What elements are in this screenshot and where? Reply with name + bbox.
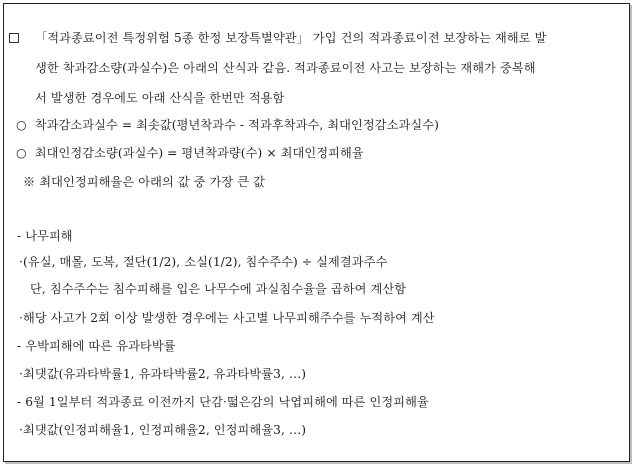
leaf-damage-heading: - 6월 1일부터 적과종료 이전까지 단감·떫은감의 낙엽피해에 따른 인정피해율 xyxy=(17,395,429,409)
tree-damage-heading: - 나무피해 xyxy=(17,229,73,243)
formula-max-reduction xyxy=(16,145,364,161)
intro-line-3: 서 발생한 경우에도 아래 산식을 한번만 적용함 xyxy=(35,91,285,105)
circle-bullet-icon: ○ xyxy=(16,118,27,132)
intro-line-2: 생한 착과감소량(과실수)은 아래의 산식과 같음. 적과종료이전 사고는 보장하는 재해가 중복해 xyxy=(35,61,536,75)
tree-damage-formula: ·(유실, 매몰, 도복, 절단(1/2), 소실(1/2), 침수주수) ÷ 실제결과주수 xyxy=(19,255,388,269)
hail-damage-formula: ·최댓값(유과타박률1, 유과타박률2, 유과타박률3, …) xyxy=(19,367,307,381)
note-max-damage-rate: ※ 최대인정피해율은 아래의 값 중 가장 큰 값 xyxy=(23,175,265,189)
formula-text: 최대인정감소량(과실수) = 평년착과량(수) × 최대인정피해율 xyxy=(34,146,364,160)
tree-damage-repeat-rule: ·해당 사고가 2회 이상 발생한 경우에는 사고별 나무피해주수를 누적하여 계산 xyxy=(19,311,435,325)
formula-text: 착과감소과실수 = 최솟값(평년착과수 - 적과후착과수, 최대인정감소과실수) xyxy=(34,118,440,132)
leaf-damage-formula: ·최댓값(인정피해율1, 인정피해율2, 인정피해율3, …) xyxy=(19,423,307,437)
tree-damage-note: 단, 침수주수는 침수피해를 입은 나무수에 과실침수율을 곱하여 계산함 xyxy=(30,282,407,296)
circle-bullet-icon: ○ xyxy=(16,146,27,160)
checkbox-icon xyxy=(9,33,19,43)
formula-reduced-fruit-count xyxy=(16,117,439,133)
intro-line-1: 「적과종료이전 특정위험 5종 한정 보장특별약관」 가입 건의 적과종료이전 보장하는 재해로 발 xyxy=(35,31,547,45)
hail-damage-heading: - 우박피해에 따른 유과타박률 xyxy=(17,339,176,353)
